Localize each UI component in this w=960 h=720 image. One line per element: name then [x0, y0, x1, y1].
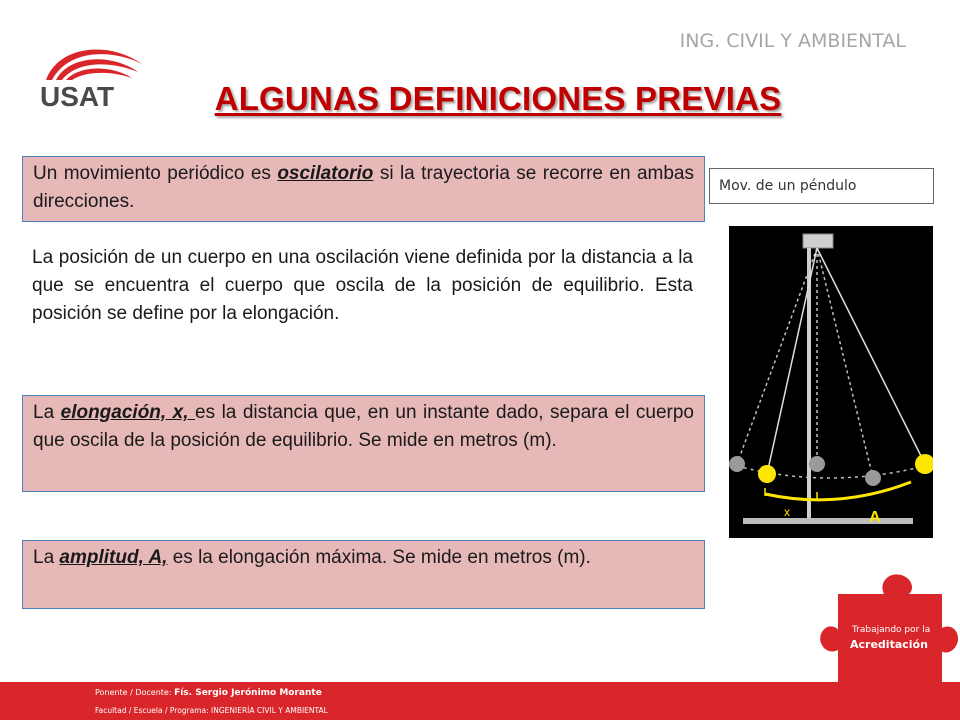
elongation-before: La [33, 402, 61, 423]
footer-speaker [95, 688, 322, 698]
amplitude-before: La [33, 547, 60, 568]
pendulum-figure [729, 226, 933, 538]
amplitude-label: A [869, 509, 881, 526]
oscillatory-term: oscilatorio [277, 163, 374, 184]
elongation-term: elongación, x, [60, 402, 196, 423]
program-label: ING. CIVIL Y AMBIENTAL [679, 30, 906, 52]
footer-bar [0, 682, 960, 720]
definition-position: La posición de un cuerpo en una oscilación viene definida por la distancia a la que se encuentra el cuerpo que oscila de la posición de equilibrio. Esta posición se define por la elongación. [32, 247, 693, 324]
figure-caption: Mov. de un péndulo [709, 168, 934, 204]
badge-line1: Trabajando por la [852, 625, 931, 635]
amplitude-term: amplitud, A, [59, 547, 168, 568]
elongation-label: x [784, 505, 790, 519]
definition-oscillatory [22, 156, 705, 222]
footer-speaker-name: Fís. Sergio Jerónimo Morante [174, 688, 322, 698]
definition-amplitude [22, 540, 705, 609]
page-title: ALGUNAS DEFINICIONES PREVIAS [214, 80, 782, 117]
logo-text: USAT [40, 81, 115, 112]
oscillatory-before: Un movimiento periódico es [33, 163, 278, 184]
amplitude-after: es la elongación máxima. Se mide en metros (m). [167, 547, 591, 568]
badge-line2: Acreditación [850, 638, 928, 651]
footer-speaker-label: Ponente / Docente: [95, 688, 175, 697]
definition-elongation [22, 395, 705, 492]
elongation-after: es la distancia que, en un instante dado, separa el cuerpo que oscila de la posición de equilibrio. Se mide en metros (m). [33, 402, 694, 451]
footer-program: Facultad / Escuela / Programa: INGENIERÍA CIVIL Y AMBIENTAL [95, 706, 328, 715]
oscillatory-after: si la trayectoria se recorre en ambas direcciones. [33, 163, 694, 212]
